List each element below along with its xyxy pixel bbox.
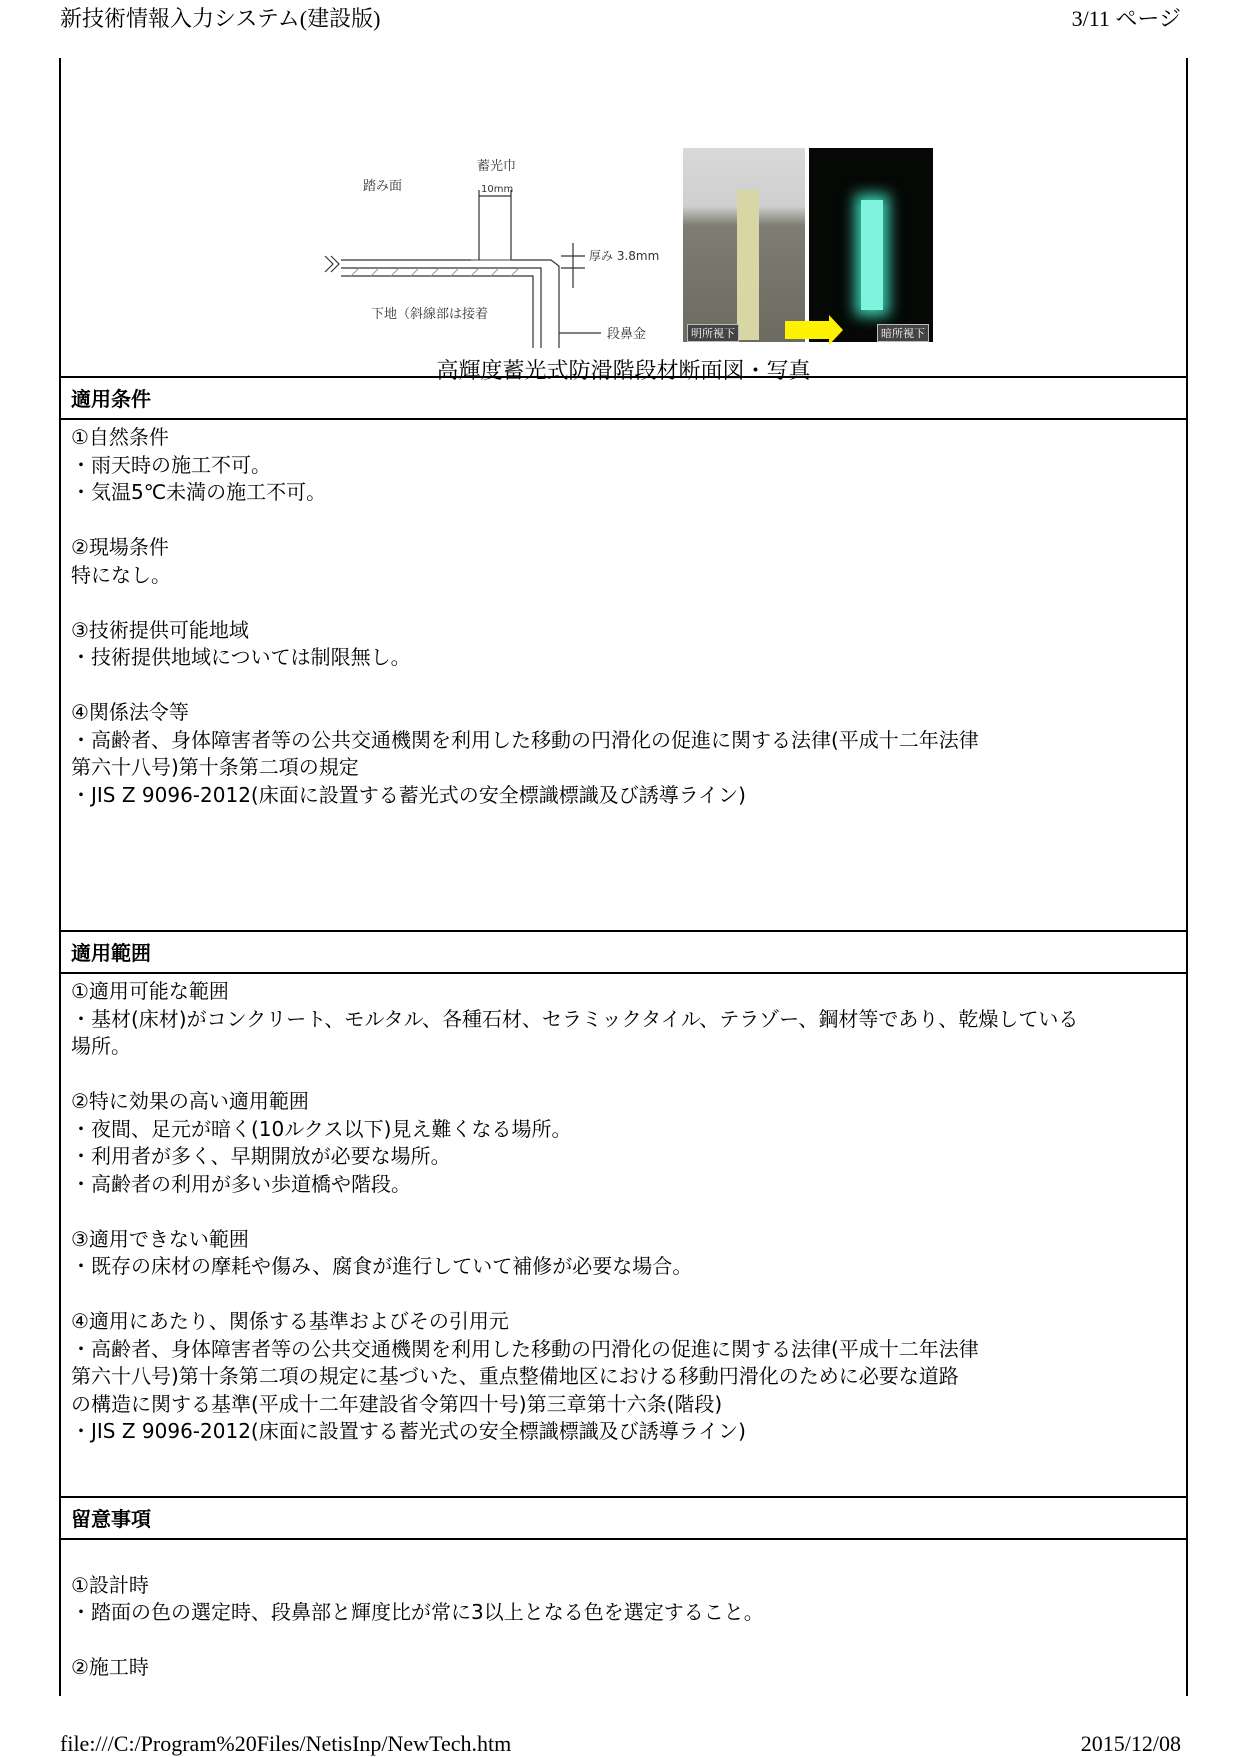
text-line: 特になし。 <box>71 562 171 587</box>
section-heading-conditions: 適用条件 <box>61 376 1186 420</box>
document-frame <box>59 58 1188 1696</box>
text-line: ④適用にあたり、関係する基準およびその引用元 <box>71 1309 509 1333</box>
section-body-scope <box>71 978 1176 1446</box>
photo-dark <box>809 148 933 342</box>
header-page-number: 3/11 ページ <box>1071 6 1181 31</box>
text-line: ④関係法令等 <box>71 700 189 724</box>
text-line: 第六十八号)第十条第二項の規定に基づいた、重点整備地区における移動円滑化のために必要な道路 <box>71 1364 959 1388</box>
section-heading-scope: 適用範囲 <box>61 930 1186 974</box>
text-line: ①設計時 <box>71 1572 149 1597</box>
photo-dark-label: 暗所視下 <box>877 324 929 342</box>
footer-date: 2015/12/08 <box>1080 1731 1181 1756</box>
text-line: ・高齢者、身体障害者等の公共交通機関を利用した移動の円滑化の促進に関する法律(平成十二年法律 <box>71 727 979 752</box>
text-line: ・雨天時の施工不可。 <box>71 452 271 477</box>
luminous-width-label: 蓄光巾 <box>477 159 517 174</box>
arrow-icon <box>785 321 831 339</box>
text-line: ②特に効果の高い適用範囲 <box>71 1089 309 1113</box>
text-line: ・気温5℃未満の施工不可。 <box>71 480 327 504</box>
header-title: 新技術情報入力システム(建設版) <box>60 6 381 31</box>
photo-daylight <box>683 148 805 342</box>
text-line: ③技術提供可能地域 <box>71 617 249 642</box>
tread-label: 踏み面 <box>363 179 403 194</box>
substrate-label: 下地（斜線部は接着 <box>371 307 489 322</box>
width-value-label: 10mm <box>481 184 514 195</box>
text-line: ・技術提供地域については制限無し。 <box>71 645 411 669</box>
footer-file-path: file:///C:/Program%20Files/NetisInp/NewTech.htm <box>60 1731 512 1756</box>
section-body-conditions <box>71 424 1176 809</box>
text-line: ・JIS Z 9096-2012(床面に設置する蓄光式の安全標識標識及び誘導ライン) <box>71 1419 746 1443</box>
text-line: ①自然条件 <box>71 425 169 449</box>
text-line: ①適用可能な範囲 <box>71 979 229 1003</box>
figure-caption: 高輝度蓄光式防滑階段材断面図・写真 <box>436 359 811 384</box>
text-line: 場所。 <box>71 1034 131 1058</box>
text-line: ③適用できない範囲 <box>71 1226 249 1251</box>
text-line: ②施工時 <box>71 1655 149 1679</box>
text-line: ・JIS Z 9096-2012(床面に設置する蓄光式の安全標識標識及び誘導ライン) <box>71 782 746 807</box>
section-body-notes <box>71 1544 1176 1682</box>
section-heading-notes: 留意事項 <box>61 1496 1186 1540</box>
text-line: ②現場条件 <box>71 535 169 559</box>
text-line: ・基材(床材)がコンクリート、モルタル、各種石材、セラミックタイル、テラゾー、鋼材等であり、乾燥している <box>71 1006 1079 1031</box>
text-line: ・利用者が多く、早期開放が必要な場所。 <box>71 1144 451 1168</box>
text-line: の構造に関する基準(平成十二年建設省令第四十号)第三章第十六条(階段) <box>71 1391 723 1416</box>
text-line: ・既存の床材の摩耗や傷み、腐食が進行していて補修が必要な場合。 <box>71 1254 693 1278</box>
text-line: ・高齢者、身体障害者等の公共交通機関を利用した移動の円滑化の促進に関する法律(平成十二年法律 <box>71 1336 979 1361</box>
nosing-label: 段鼻金 <box>607 327 647 342</box>
thickness-label: 厚み 3.8mm <box>589 249 660 263</box>
stair-section-drawing <box>311 148 671 348</box>
photo-daylight-label: 明所視下 <box>687 324 739 342</box>
text-line: ・踏面の色の選定時、段鼻部と輝度比が常に3以上となる色を選定すること。 <box>71 1600 764 1624</box>
text-line: ・夜間、足元が暗く(10ルクス以下)見え難くなる場所。 <box>71 1116 572 1141</box>
text-line: 第六十八号)第十条第二項の規定 <box>71 755 359 779</box>
text-line: ・高齢者の利用が多い歩道橋や階段。 <box>71 1171 411 1196</box>
